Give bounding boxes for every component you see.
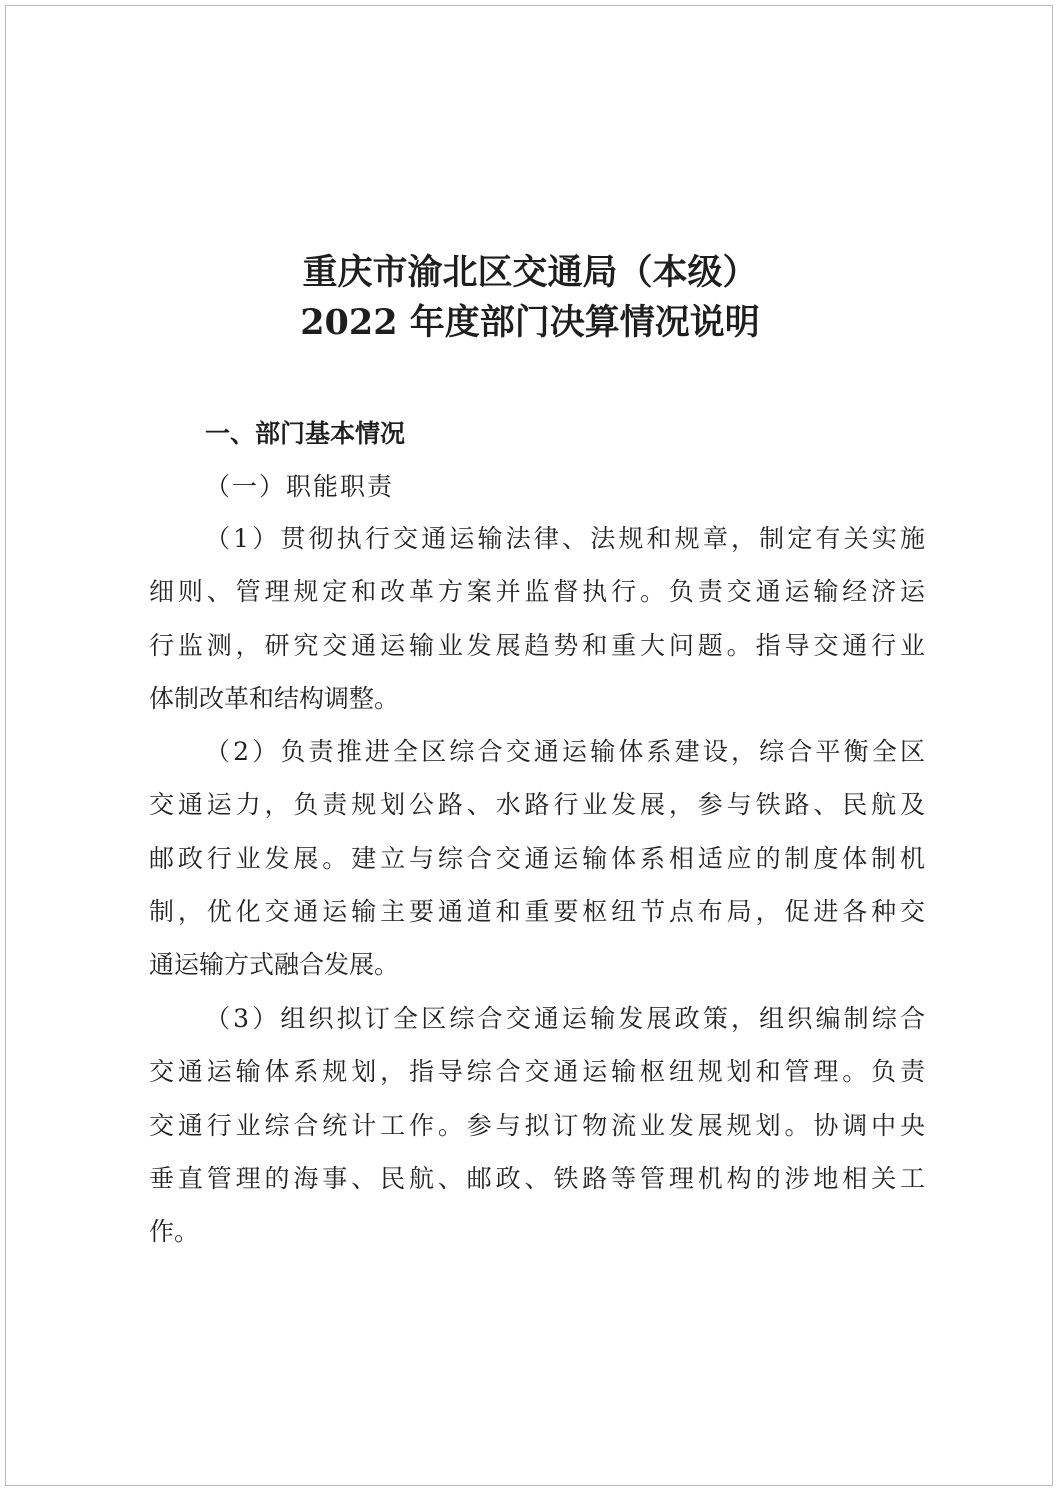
document-title-line-2: 2022 年度部门决算情况说明: [300, 302, 760, 343]
paragraph-line: 行监测，研究交通运输业发展趋势和重大问题。指导交通行业: [149, 630, 925, 660]
paragraph-line: 交通运力，负责规划公路、水路行业发展，参与铁路、民航及: [149, 790, 925, 820]
paragraph-line: 交通运输体系规划，指导综合交通运输枢纽规划和管理。负责: [149, 1057, 925, 1087]
paragraph-line: 交通行业综合统计工作。参与拟订物流业发展规划。协调中央: [149, 1110, 925, 1140]
paragraph-3: [149, 992, 925, 1258]
document-title: [0, 248, 1060, 348]
paragraph-line: 制，优化交通运输主要通道和重要枢纽节点布局，促进各种交: [149, 896, 925, 926]
paragraph-line: （1）贯彻执行交通运输法律、法规和规章，制定有关实施: [205, 524, 925, 553]
paragraph-1: [149, 512, 925, 725]
paragraph-line: 邮政行业发展。建立与综合交通运输体系相适应的制度体制机: [149, 843, 925, 873]
paragraph-line: （3）组织拟订全区综合交通运输发展政策，组织编制综合: [205, 1004, 925, 1033]
document-title-line-1: 重庆市渝北区交通局（本级）: [302, 252, 758, 293]
paragraph-line: 体制改革和结构调整。: [149, 683, 400, 713]
paragraph-line: （2）负责推进全区综合交通运输体系建设，综合平衡全区: [205, 737, 925, 766]
paragraph-2: [149, 725, 925, 991]
paragraph-line: 通运输方式融合发展。: [149, 950, 400, 980]
section-heading: 一、部门基本情况: [205, 419, 406, 448]
paragraph-line: 垂直管理的海事、民航、邮政、铁路等管理机构的涉地相关工: [149, 1163, 925, 1193]
paragraph-line: 细则、管理规定和改革方案并监督执行。负责交通运输经济运: [149, 577, 925, 607]
paragraph-line: 作。: [149, 1217, 200, 1247]
subsection-heading: （一）职能职责: [205, 472, 395, 501]
